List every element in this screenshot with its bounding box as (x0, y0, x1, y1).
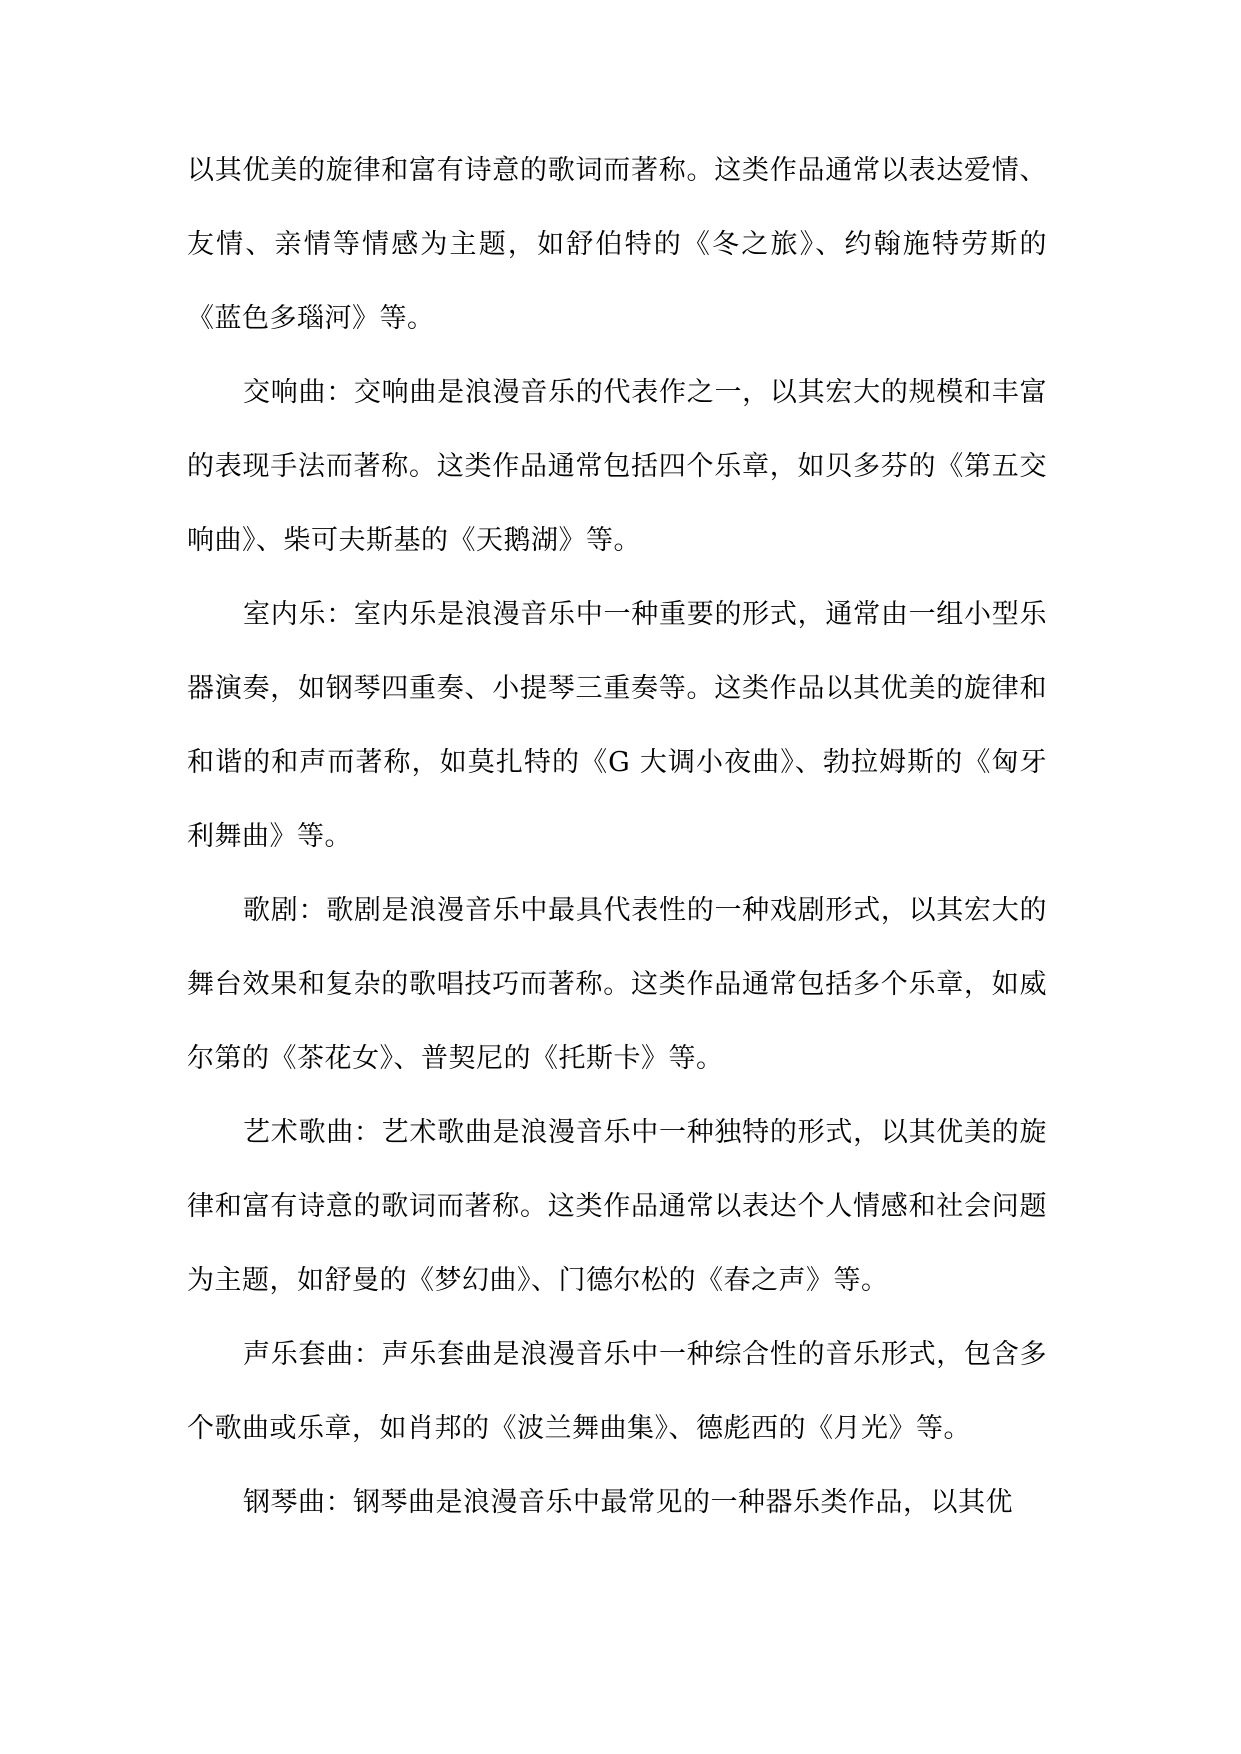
paragraph-symphony: 交响曲：交响曲是浪漫音乐的代表作之一，以其宏大的规模和丰富的表现手法而著称。这类作品通常包括四个乐章，如贝多芬的《第五交响曲》、柴可夫斯基的《天鹅湖》等。 (187, 377, 1047, 556)
paragraph-opera: 歌剧：歌剧是浪漫音乐中最具代表性的一种戏剧形式，以其宏大的舞台效果和复杂的歌唱技巧而著称。这类作品通常包括多个乐章，如威尔第的《茶花女》、普契尼的《托斯卡》等。 (187, 895, 1047, 1074)
paragraph-chamber-music: 室内乐：室内乐是浪漫音乐中一种重要的形式，通常由一组小型乐器演奏，如钢琴四重奏、小提琴三重奏等。这类作品以其优美的旋律和和谐的和声而著称，如莫扎特的《G 大调小夜曲》、勃拉姆斯的《匈牙利舞曲》等。 (187, 599, 1047, 852)
document-body (187, 134, 1047, 1540)
paragraph-art-song: 艺术歌曲：艺术歌曲是浪漫音乐中一种独特的形式，以其优美的旋律和富有诗意的歌词而著称。这类作品通常以表达个人情感和社会问题为主题，如舒曼的《梦幻曲》、门德尔松的《春之声》等。 (187, 1117, 1047, 1296)
paragraph-song-cycle: 声乐套曲：声乐套曲是浪漫音乐中一种综合性的音乐形式，包含多个歌曲或乐章，如肖邦的《波兰舞曲集》、德彪西的《月光》等。 (187, 1339, 1047, 1444)
paragraph-continuation: 以其优美的旋律和富有诗意的歌词而著称。这类作品通常以表达爱情、友情、亲情等情感为主题，如舒伯特的《冬之旅》、约翰施特劳斯的《蓝色多瑙河》等。 (187, 155, 1047, 334)
paragraph-piano-music: 钢琴曲：钢琴曲是浪漫音乐中最常见的一种器乐类作品，以其优 (243, 1487, 1013, 1518)
